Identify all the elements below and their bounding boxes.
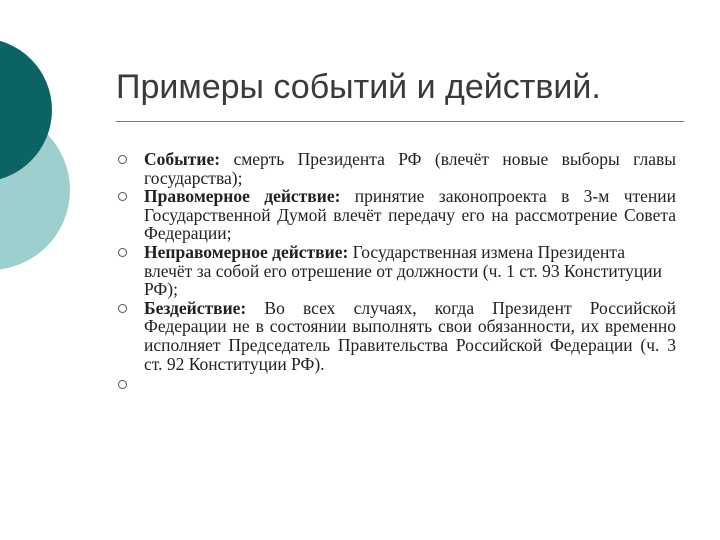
slide-title: Примеры событий и действий. — [116, 68, 601, 106]
bullet-circle-icon — [118, 380, 127, 389]
bullet-body: принятие законопроекта в 3-м чтении Государственной Думой влечёт передачу его на рассмотрение Совета Федерации; — [144, 186, 677, 244]
bullet-body: Государственная измена Президента влечёт за собой его отрешение от должности (ч. 1 ст. 93 Конституции РФ); — [144, 241, 662, 300]
bullet-text — [144, 187, 676, 243]
bullet-circle-icon — [118, 192, 127, 201]
bullet-list — [116, 150, 676, 395]
bullet-circle-icon — [118, 248, 127, 257]
bullet-term: Неправомерное действие: — [144, 241, 349, 262]
list-item — [116, 187, 676, 243]
bullet-text — [144, 150, 676, 187]
bullet-body: смерть Президента РФ (влечёт новые выборы главы государства); — [144, 149, 676, 188]
list-item — [116, 299, 676, 373]
circles-graphic — [0, 0, 120, 300]
bullet-text — [144, 243, 676, 299]
bullet-text — [144, 299, 676, 373]
bullet-circle-icon — [118, 155, 127, 164]
bullet-term: Правомерное действие: — [144, 186, 341, 207]
bullet-body: Во всех случаях, когда Президент Российской Федерации не в состоянии выполнять свои обязанности, их временно исполняет Председатель Правительства Российской Федерации (ч. 3 ст. 92 Конституции РФ). — [144, 297, 676, 374]
list-item-empty — [116, 375, 676, 395]
bullet-term: Бездействие: — [144, 297, 247, 318]
decorative-circles — [0, 0, 120, 300]
bullet-term: Событие: — [144, 149, 221, 169]
title-divider — [116, 121, 684, 122]
bullet-circle-icon — [118, 304, 127, 313]
list-item — [116, 150, 676, 187]
list-item — [116, 243, 676, 299]
